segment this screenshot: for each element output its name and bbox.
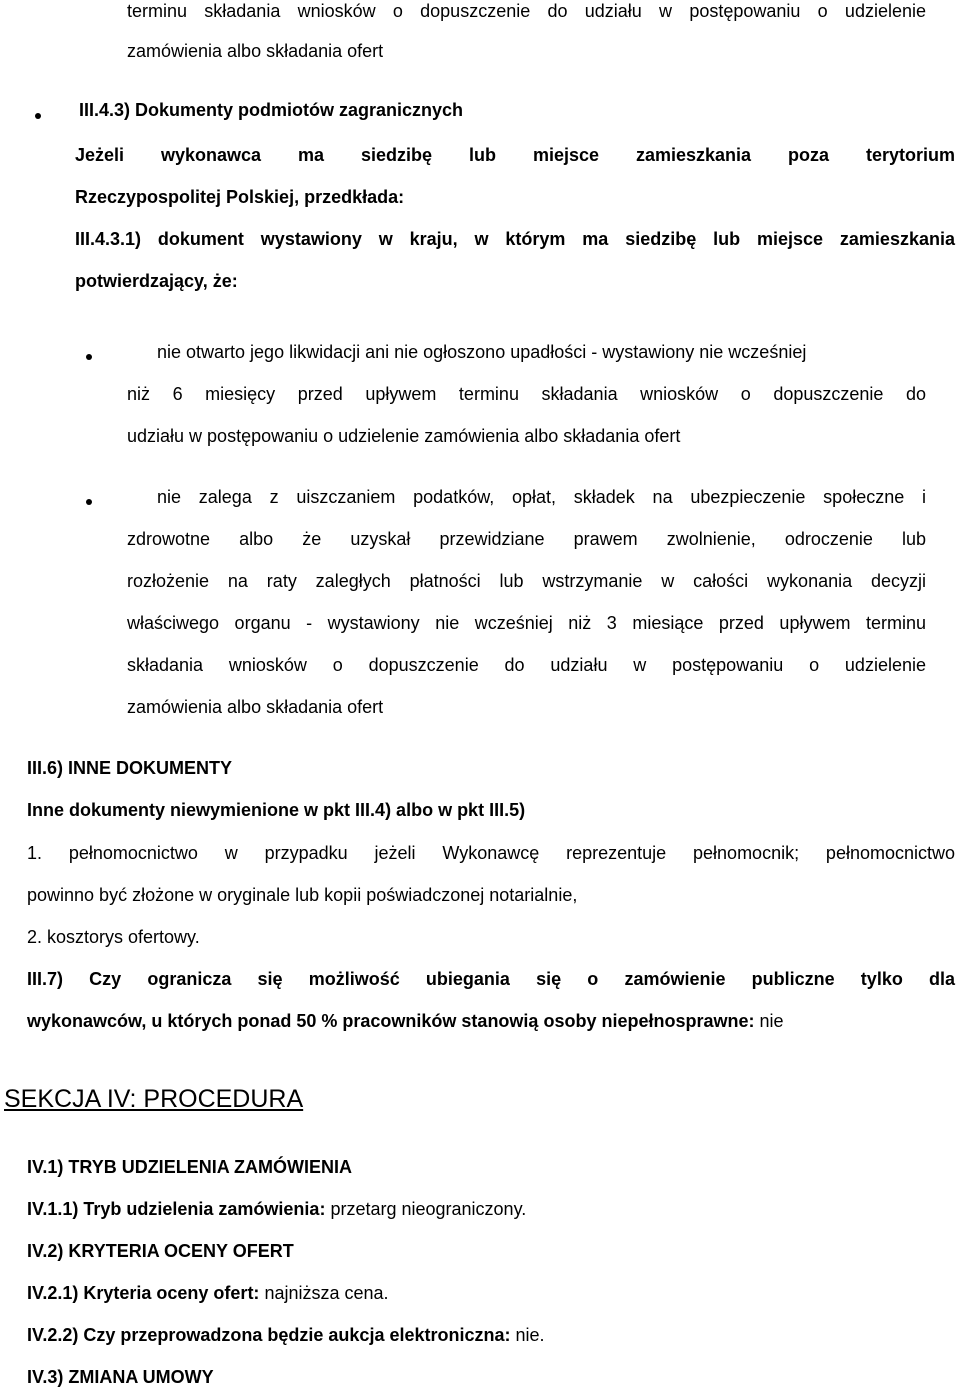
bullet2-line-1: nie zalega z uiszczaniem podatków, opłat, składek na ubezpieczenie społeczne i	[157, 487, 926, 507]
point-III-4-3-1-line-1: III.4.3.1) dokument wystawiony w kraju, w którym ma siedzibę lub miejsce zamieszkania	[75, 229, 955, 249]
row-IV-2-1	[27, 1282, 389, 1304]
section-subheading-III-6: Inne dokumenty niewymienione w pkt III.4) albo w pkt III.5)	[27, 800, 526, 820]
heading-IV-3: IV.3) ZMIANA UMOWY	[27, 1367, 214, 1387]
continuation-line-2: zamówienia albo składania ofert	[127, 41, 384, 61]
bullet2-line-3: rozłożenie na raty zaległych płatności lub wstrzymanie w całości wykonania decyzji	[127, 571, 926, 591]
value-IV-1-1: przetarg nieograniczony.	[330, 1199, 527, 1219]
bullet-icon	[86, 499, 92, 505]
bullet-icon	[86, 354, 92, 360]
question-III-7-line-2	[27, 1010, 784, 1032]
intro-line-2: Rzeczypospolitej Polskiej, przedkłada:	[75, 187, 405, 207]
row-IV-1-1	[27, 1198, 526, 1220]
label-IV-2-1: IV.2.1) Kryteria oceny ofert:	[27, 1283, 260, 1303]
bullet2-line-5: składania wniosków o dopuszczenie do udziału w postępowaniu o udzielenie	[127, 655, 926, 675]
item1-line-2: powinno być złożone w oryginale lub kopii poświadczonej notarialnie,	[27, 885, 578, 905]
heading-IV-1: IV.1) TRYB UDZIELENIA ZAMÓWIENIA	[27, 1157, 353, 1177]
section-heading-III-4-3: III.4.3) Dokumenty podmiotów zagranicznych	[79, 100, 464, 120]
label-IV-2-2: IV.2.2) Czy przeprowadzona będzie aukcja elektroniczna:	[27, 1325, 511, 1345]
continuation-line-1: terminu składania wniosków o dopuszczenie do udziału w postępowaniu o udzielenie	[127, 1, 926, 21]
bullet1-line-3: udziału w postępowaniu o udzielenie zamówienia albo składania ofert	[127, 426, 681, 446]
item2: 2. kosztorys ofertowy.	[27, 927, 200, 947]
heading-IV-2: IV.2) KRYTERIA OCENY OFERT	[27, 1241, 294, 1261]
question-III-7-text: wykonawców, u których ponad 50 % pracowników stanowią osoby niepełnosprawne:	[27, 1011, 755, 1031]
value-IV-2-2: nie.	[515, 1325, 545, 1345]
row-IV-2-2	[27, 1324, 545, 1346]
bullet1-line-1: nie otwarto jego likwidacji ani nie ogłoszono upadłości - wystawiony nie wcześniej	[157, 342, 807, 362]
bullet-icon	[35, 113, 41, 119]
bullet2-line-2: zdrowotne albo że uzyskał przewidziane prawem zwolnienie, odroczenie lub	[127, 529, 926, 549]
bullet1-line-2: niż 6 miesięcy przed upływem terminu składania wniosków o dopuszczenie do	[127, 384, 926, 404]
bullet2-line-6: zamówienia albo składania ofert	[127, 697, 384, 717]
section-heading-III-6: III.6) INNE DOKUMENTY	[27, 758, 233, 778]
question-III-7-line-1: III.7) Czy ogranicza się możliwość ubiegania się o zamówienie publiczne tylko dla	[27, 969, 955, 989]
question-III-7-answer: nie	[759, 1011, 784, 1031]
bullet2-line-4: właściwego organu - wystawiony nie wcześniej niż 3 miesiące przed upływem terminu	[127, 613, 926, 633]
item1-line-1: 1. pełnomocnictwo w przypadku jeżeli Wykonawcę reprezentuje pełnomocnik; pełnomocnictwo	[27, 843, 955, 863]
label-IV-1-1: IV.1.1) Tryb udzielenia zamówienia:	[27, 1199, 326, 1219]
value-IV-2-1: najniższa cena.	[264, 1283, 389, 1303]
point-III-4-3-1-line-2: potwierdzający, że:	[75, 271, 238, 291]
intro-line-1: Jeżeli wykonawca ma siedzibę lub miejsce zamieszkania poza terytorium	[75, 145, 955, 165]
section-title: SEKCJA IV: PROCEDURA	[4, 1085, 304, 1113]
